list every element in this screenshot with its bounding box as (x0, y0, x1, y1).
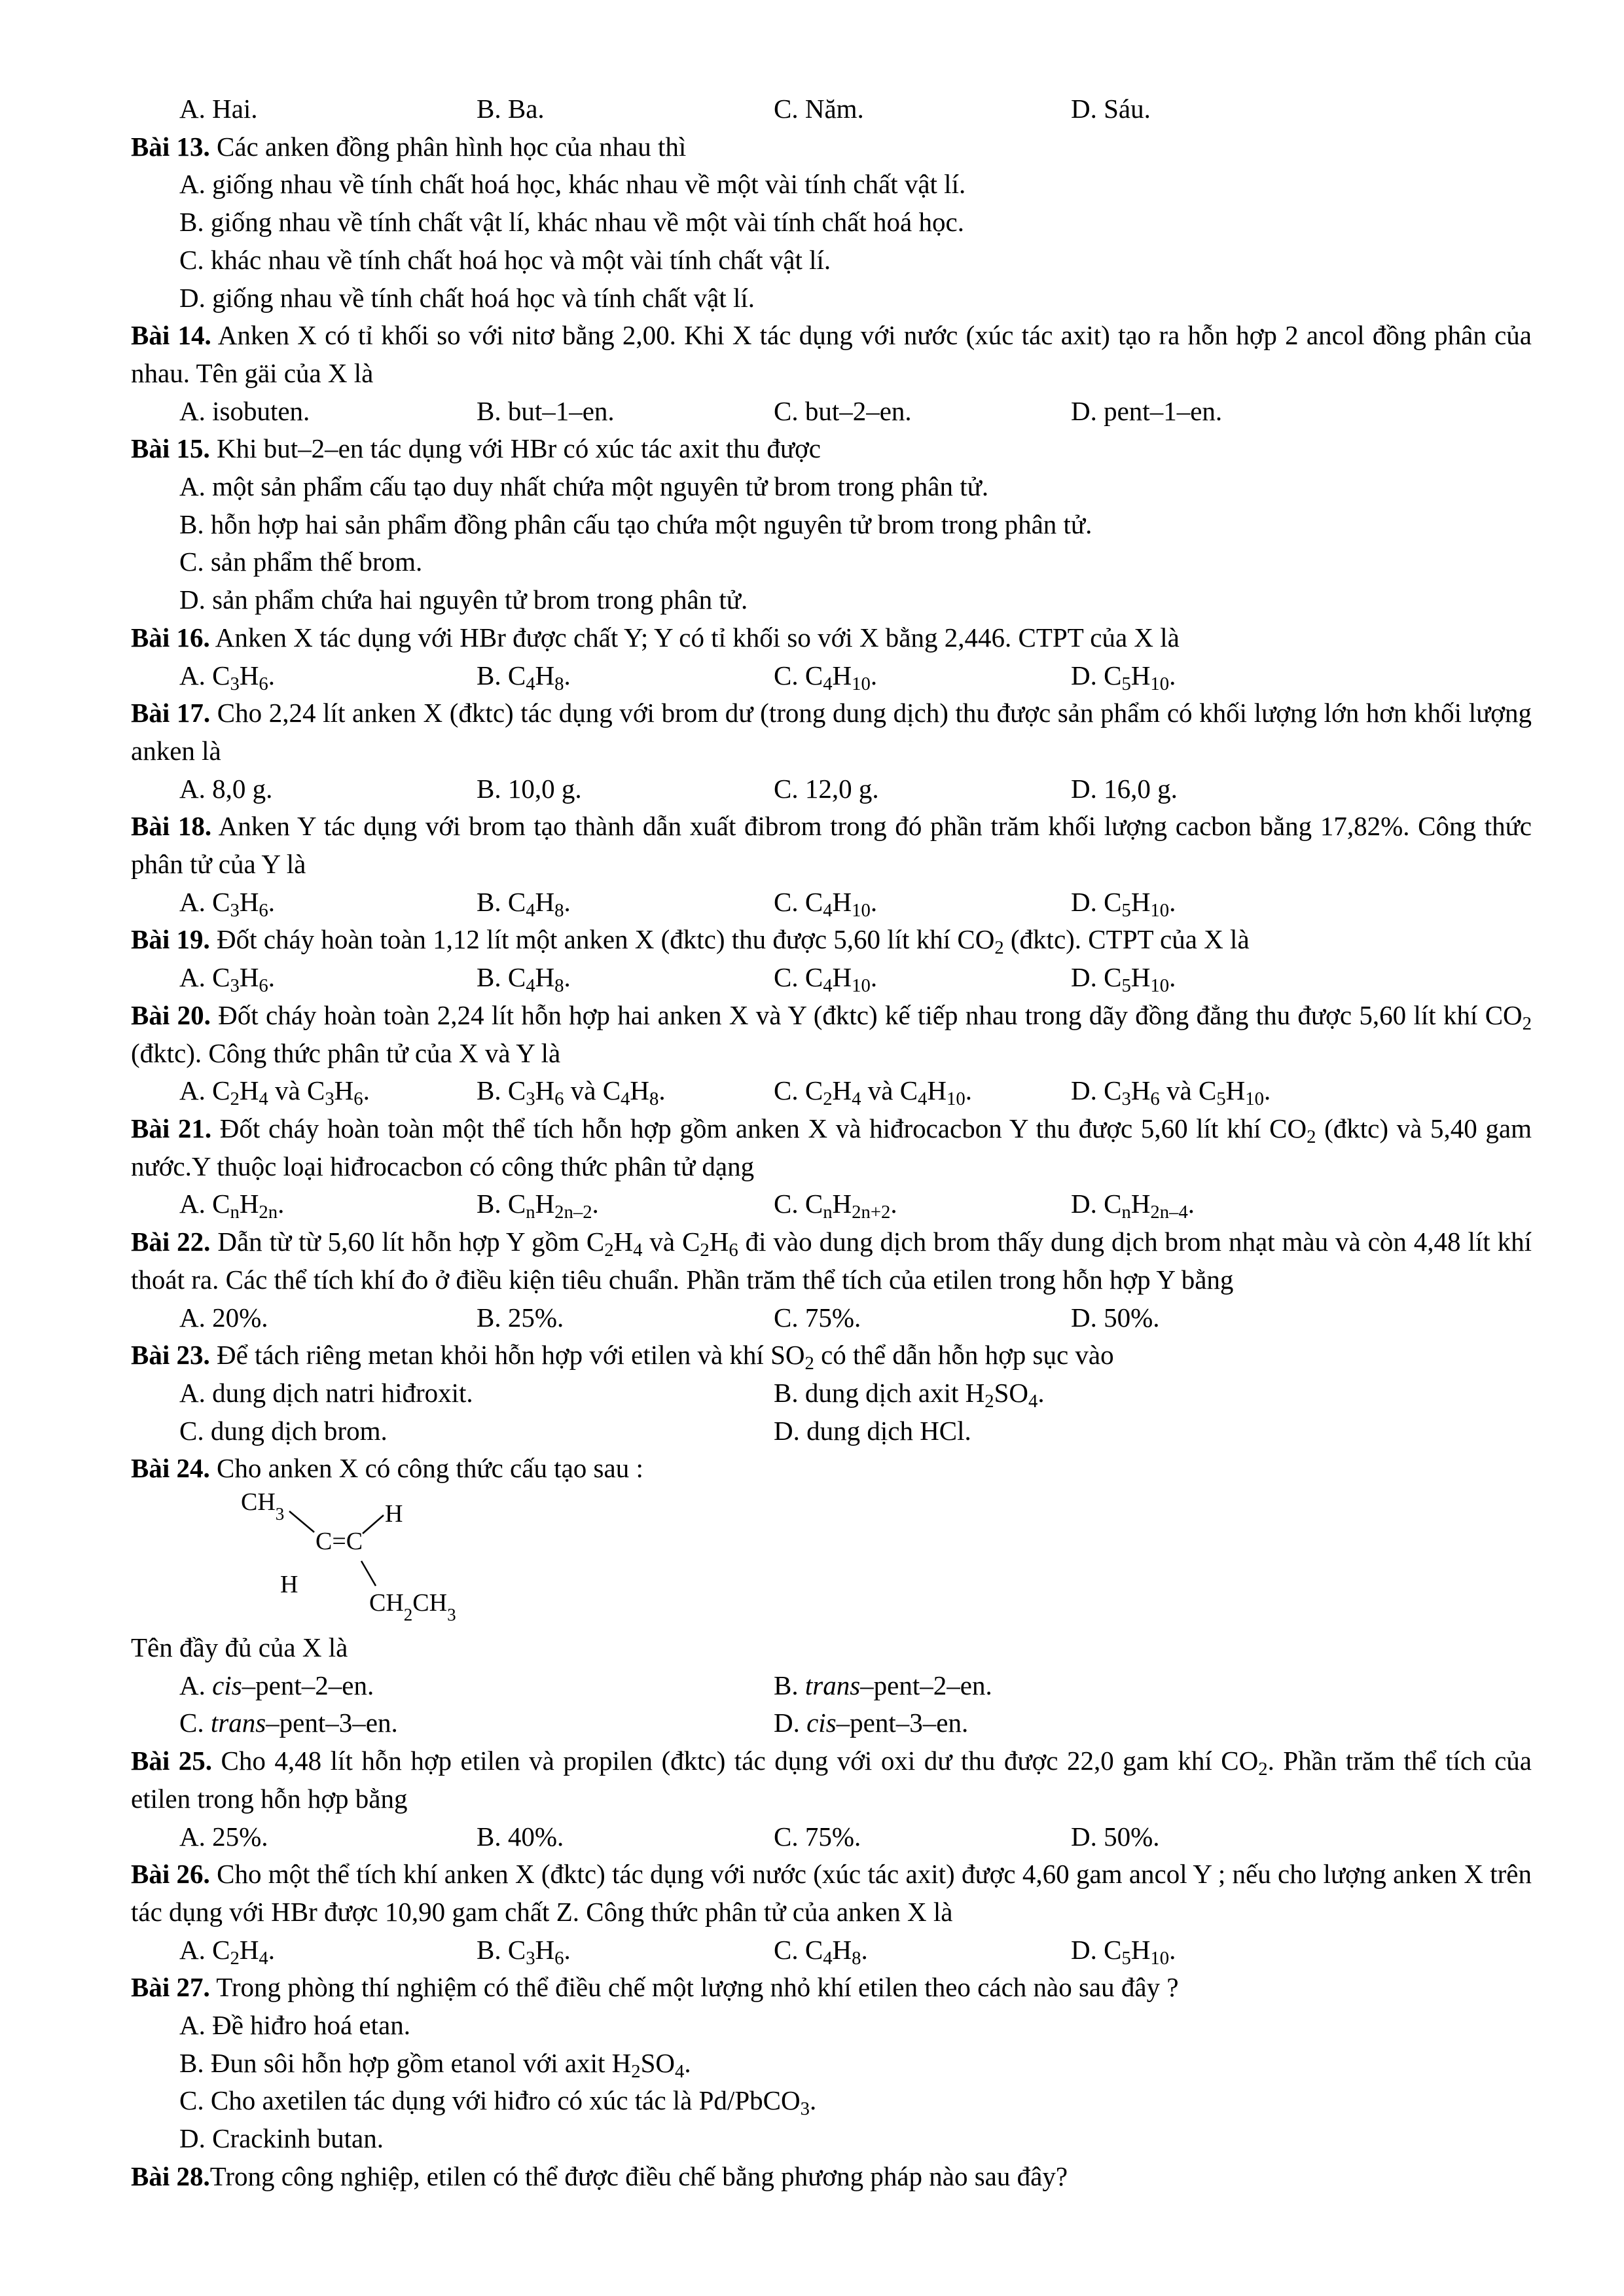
answer-option: A. cis–pent–2–en. (179, 1670, 374, 1700)
question (131, 430, 1532, 468)
answer-option: B. $C_4H_8$. (477, 962, 571, 997)
answer-option: D. cis–pent–3–en. (774, 1708, 969, 1738)
answer-option: A. Đề hiđro hoá etan. (179, 2010, 410, 2041)
answer-option: B. Ba. (477, 94, 545, 124)
answer-option: A. dung dịch natri hiđroxit. (179, 1377, 473, 1408)
hydrogen-label: H (385, 1500, 403, 1528)
question (131, 1110, 1532, 1185)
question (131, 694, 1532, 770)
question-number: Bài 22. (131, 1227, 211, 1257)
question-text: Trong phòng thí nghiệm có thể điều chế một lượng nhỏ khí etilen theo cách nào sau đây ? (209, 1972, 1179, 2003)
answer-option: A. isobuten. (179, 395, 310, 426)
answer-options-row (131, 1704, 1532, 1742)
question-text: Anken X tác dụng với HBr được chất Y; Y có tỉ khối so với X bằng 2,446. CTPT của X là (209, 622, 1180, 653)
question-number: Bài 15. (131, 433, 210, 464)
answer-option: C. trans–pent–3–en. (179, 1708, 398, 1738)
answer-option: B. but–1–en. (477, 395, 615, 426)
answer-option: B. 25%. (477, 1302, 564, 1333)
answer-options-row (131, 393, 1532, 431)
answer-option: D. $C_5H_{10}$. (1071, 1934, 1176, 1969)
question-text: Cho 4,48 lít hỗn hợp etilen và propilen (đktc) tác dụng với oxi dư thu được 22,0 gam khí $CO_2$. Phần trăm thể tích của etilen trong hỗn hợp bằng (131, 1746, 1532, 1814)
question-number: Bài 19. (131, 924, 210, 955)
question-text: Để tách riêng metan khỏi hỗn hợp với etilen và khí $SO_2$ có thể dẫn hỗn hợp sục vào (209, 1340, 1114, 1374)
question-text: Cho một thể tích khí anken X (đktc) tác dụng với nước (xúc tác axit) được 4,60 gam ancol Y ; nếu cho lượng anken X trên tác dụng với HBr được 10,90 gam chất Z. Công thức phân tử của anken X là (131, 1859, 1532, 1927)
question-number: Bài 20. (131, 999, 211, 1030)
question (131, 997, 1532, 1072)
bond-line (361, 1561, 376, 1586)
answer-option: C. $C_4H_{10}$. (774, 886, 878, 921)
answer-option: A. Hai. (179, 94, 258, 124)
answer-option: A. 20%. (179, 1302, 268, 1333)
question (131, 619, 1532, 657)
question-text: Trong công nghiệp, etilen có thể được điều chế bằng phương pháp nào sau đây? (209, 2161, 1068, 2191)
question-number: Bài 13. (131, 131, 210, 162)
answer-option: C. $C_4H_{10}$. (774, 962, 878, 997)
answer-options-row (131, 1072, 1532, 1110)
answer-options-row (131, 770, 1532, 808)
answer-options-row (131, 884, 1532, 922)
answer-options-row (131, 1818, 1532, 1856)
structural-formula (241, 1488, 516, 1629)
question-number: Bài 26. (131, 1859, 210, 1890)
question-number: Bài 21. (131, 1113, 212, 1143)
answer-option: D. $C_5H_{10}$. (1071, 962, 1176, 997)
answer-option: A. một sản phẩm cấu tạo duy nhất chứa một nguyên tử brom trong phân tử. (179, 471, 989, 502)
answer-options-row (131, 1185, 1532, 1223)
answer-option: B. trans–pent–2–en. (774, 1670, 992, 1700)
question (131, 1969, 1532, 2007)
bond-line (363, 1515, 384, 1534)
answer-option: B. $C_4H_8$. (477, 660, 571, 694)
answer-option: A. $C_3H_6$. (179, 886, 276, 921)
answer-option: A. $C_2H_4$ và $C_3H_6$. (179, 1075, 370, 1110)
answer-option: A. giống nhau về tính chất hoá học, khác nhau về một vài tính chất vật lí. (179, 169, 966, 200)
question (131, 1223, 1532, 1299)
answer-option: A. $C_3H_6$. (179, 660, 276, 694)
answer-option: C. $C_4H_8$. (774, 1934, 868, 1969)
answer-option: B. hỗn hợp hai sản phẩm đồng phân cấu tạo chứa một nguyên tử brom trong phân tử. (179, 509, 1092, 539)
question-number: Bài 17. (131, 698, 211, 728)
answer-option: D. sản phẩm chứa hai nguyên tử brom trong phân tử. (179, 584, 748, 615)
answer-option: B. 10,0 g. (477, 773, 582, 804)
question-text: Đốt cháy hoàn toàn 2,24 lít hỗn hợp hai anken X và Y (đktc) kế tiếp nhau trong dãy đồng đẳng thu được 5,60 lít khí $CO_2$ (đktc). Công thức phân tử của X và Y là (131, 999, 1532, 1068)
answer-options-row (131, 1667, 1532, 1705)
question-number: Bài 25. (131, 1746, 213, 1776)
answer-option: A. 25%. (179, 1821, 268, 1852)
ch3-group-label: $CH_3$ (241, 1488, 285, 1524)
answer-option: C. dung dịch brom. (179, 1415, 388, 1446)
answer-options-row (131, 1931, 1532, 1969)
question-number: Bài 24. (131, 1453, 210, 1484)
answer-option: C. 75%. (774, 1821, 861, 1852)
answer-option: A. 8,0 g. (179, 773, 273, 804)
question-text: Đốt cháy hoàn toàn 1,12 lít một anken X (đktc) thu được 5,60 lít khí $CO_2$ (đktc). CTPT của X là (209, 924, 1250, 959)
answer-option: D. Crackinh butan. (179, 2123, 384, 2154)
question (131, 808, 1532, 883)
question-text: Dẫn từ từ 5,60 lít hỗn hợp Y gồm $C_2H_4$ và $C_2H_6$ đi vào dung dịch brom thấy dung dịch brom nhạt màu và còn 4,48 lít khí thoát ra. Các thể tích khí đo ở điều kiện tiêu chuẩn. Phần trăm thể tích của etilen trong hỗn hợp Y bằng (131, 1227, 1532, 1295)
answer-option: C. 12,0 g. (774, 773, 879, 804)
question (131, 1450, 1532, 1488)
answer-option: A. $C_2H_4$. (179, 1934, 276, 1969)
double-bond-label: C=C (316, 1528, 363, 1556)
question-text: Các anken đồng phân hình học của nhau thì (209, 131, 687, 162)
question-number: Bài 16. (131, 622, 210, 653)
answer-option: D. 50%. (1071, 1821, 1160, 1852)
answer-options-row (131, 90, 1532, 128)
answer-options-row (131, 657, 1532, 695)
answer-options-row (131, 959, 1532, 997)
answer-option: D. 50%. (1071, 1302, 1160, 1333)
question-text: Khi but–2–en tác dụng với HBr có xúc tác axit thu được (209, 433, 821, 464)
bond-line (289, 1511, 314, 1532)
answer-option: D. $C_5H_{10}$. (1071, 886, 1176, 921)
question (131, 1742, 1532, 1818)
answer-option: B. $C_nH_{2n-2}$. (477, 1189, 599, 1223)
answer-option: C. sản phẩm thế brom. (179, 547, 423, 577)
answer-option: D. $C_nH_{2n-4}$. (1071, 1189, 1195, 1223)
question-number: Bài 18. (131, 811, 212, 842)
question-text: Đốt cháy hoàn toàn một thể tích hỗn hợp gồm anken X và hiđrocacbon Y thu được 5,60 lít khí $CO_2$ (đktc) và 5,40 gam nước.Y thuộc loại hiđrocacbon có công thức phân tử dạng (131, 1113, 1532, 1181)
answer-option: D. $C_3H_6$ và $C_5H_{10}$. (1071, 1075, 1271, 1110)
question-text: Anken X có tỉ khối so với nitơ bằng 2,00. Khi X tác dụng với nước (xúc tác axit) tạo ra hỗn hợp 2 ancol đồng phân của nhau. Tên gäi của X là (131, 320, 1532, 388)
answer-option: C. $C_nH_{2n+2}$. (774, 1189, 897, 1223)
question-number: Bài 23. (131, 1340, 210, 1371)
ethyl-group-label: $CH_2CH_3$ (369, 1589, 456, 1625)
document-page (131, 90, 1532, 2196)
hydrogen-label: H (280, 1571, 298, 1599)
question (131, 317, 1532, 392)
answer-option: B. giống nhau về tính chất vật lí, khác nhau về một vài tính chất hoá học. (179, 207, 964, 238)
answer-option: C. $C_2H_4$ và $C_4H_{10}$. (774, 1075, 972, 1110)
answer-options-row (131, 1374, 1532, 1412)
question-number: Bài 28. (131, 2161, 210, 2191)
answer-option: D. Sáu. (1071, 94, 1151, 124)
answer-option: B. Đun sôi hỗn hợp gồm etanol với axit $H_2SO_4$. (179, 2047, 691, 2082)
answer-option: D. 16,0 g. (1071, 773, 1178, 804)
question-text: Anken Y tác dụng với brom tạo thành dẫn xuất đibrom trong đó phần trăm khối lượng cacbon bằng 17,82%. Công thức phân tử của Y là (131, 811, 1532, 880)
answer-option: C. 75%. (774, 1302, 861, 1333)
answer-option: C. $C_4H_{10}$. (774, 660, 878, 694)
answer-options-row (131, 1299, 1532, 1337)
answer-option: C. Năm. (774, 94, 864, 124)
answer-option: B. dung dịch axit $H_2SO_4$. (774, 1377, 1045, 1412)
answer-option: D. dung dịch HCl. (774, 1415, 971, 1446)
answer-options-row (131, 1412, 1532, 1450)
answer-option: A. $C_nH_{2n}$. (179, 1189, 285, 1223)
answer-option: C. but–2–en. (774, 395, 912, 426)
answer-option: D. pent–1–en. (1071, 395, 1223, 426)
question (131, 128, 1532, 166)
answer-option: B. $C_4H_8$. (477, 886, 571, 921)
answer-option: D. giống nhau về tính chất hoá học và tính chất vật lí. (179, 282, 755, 313)
answer-option: D. $C_5H_{10}$. (1071, 660, 1176, 694)
question (131, 921, 1532, 959)
question (131, 2158, 1532, 2196)
answer-option: C. khác nhau về tính chất hoá học và một vài tính chất vật lí. (179, 244, 831, 275)
answer-option: B. 40%. (477, 1821, 564, 1852)
question-number: Bài 27. (131, 1972, 210, 2003)
question-text: Cho 2,24 lít anken X (đktc) tác dụng với brom dư (trong dung dịch) thu được sản phẩm có khối lượng lớn hơn khối lượng anken là (131, 698, 1532, 766)
question-number: Bài 14. (131, 320, 211, 351)
prompt-text: Tên đầy đủ của X là (131, 1632, 348, 1663)
question (131, 1336, 1532, 1374)
answer-option: B. $C_3H_6$. (477, 1934, 571, 1969)
answer-option: A. $C_3H_6$. (179, 962, 276, 997)
question (131, 1856, 1532, 1931)
answer-option: B. $C_3H_6$ và $C_4H_8$. (477, 1075, 666, 1110)
answer-option: C. Cho axetilen tác dụng với hiđro có xúc tác là Pd/PbCO$_3$. (179, 2085, 817, 2120)
question-text: Cho anken X có công thức cấu tạo sau : (209, 1453, 643, 1484)
